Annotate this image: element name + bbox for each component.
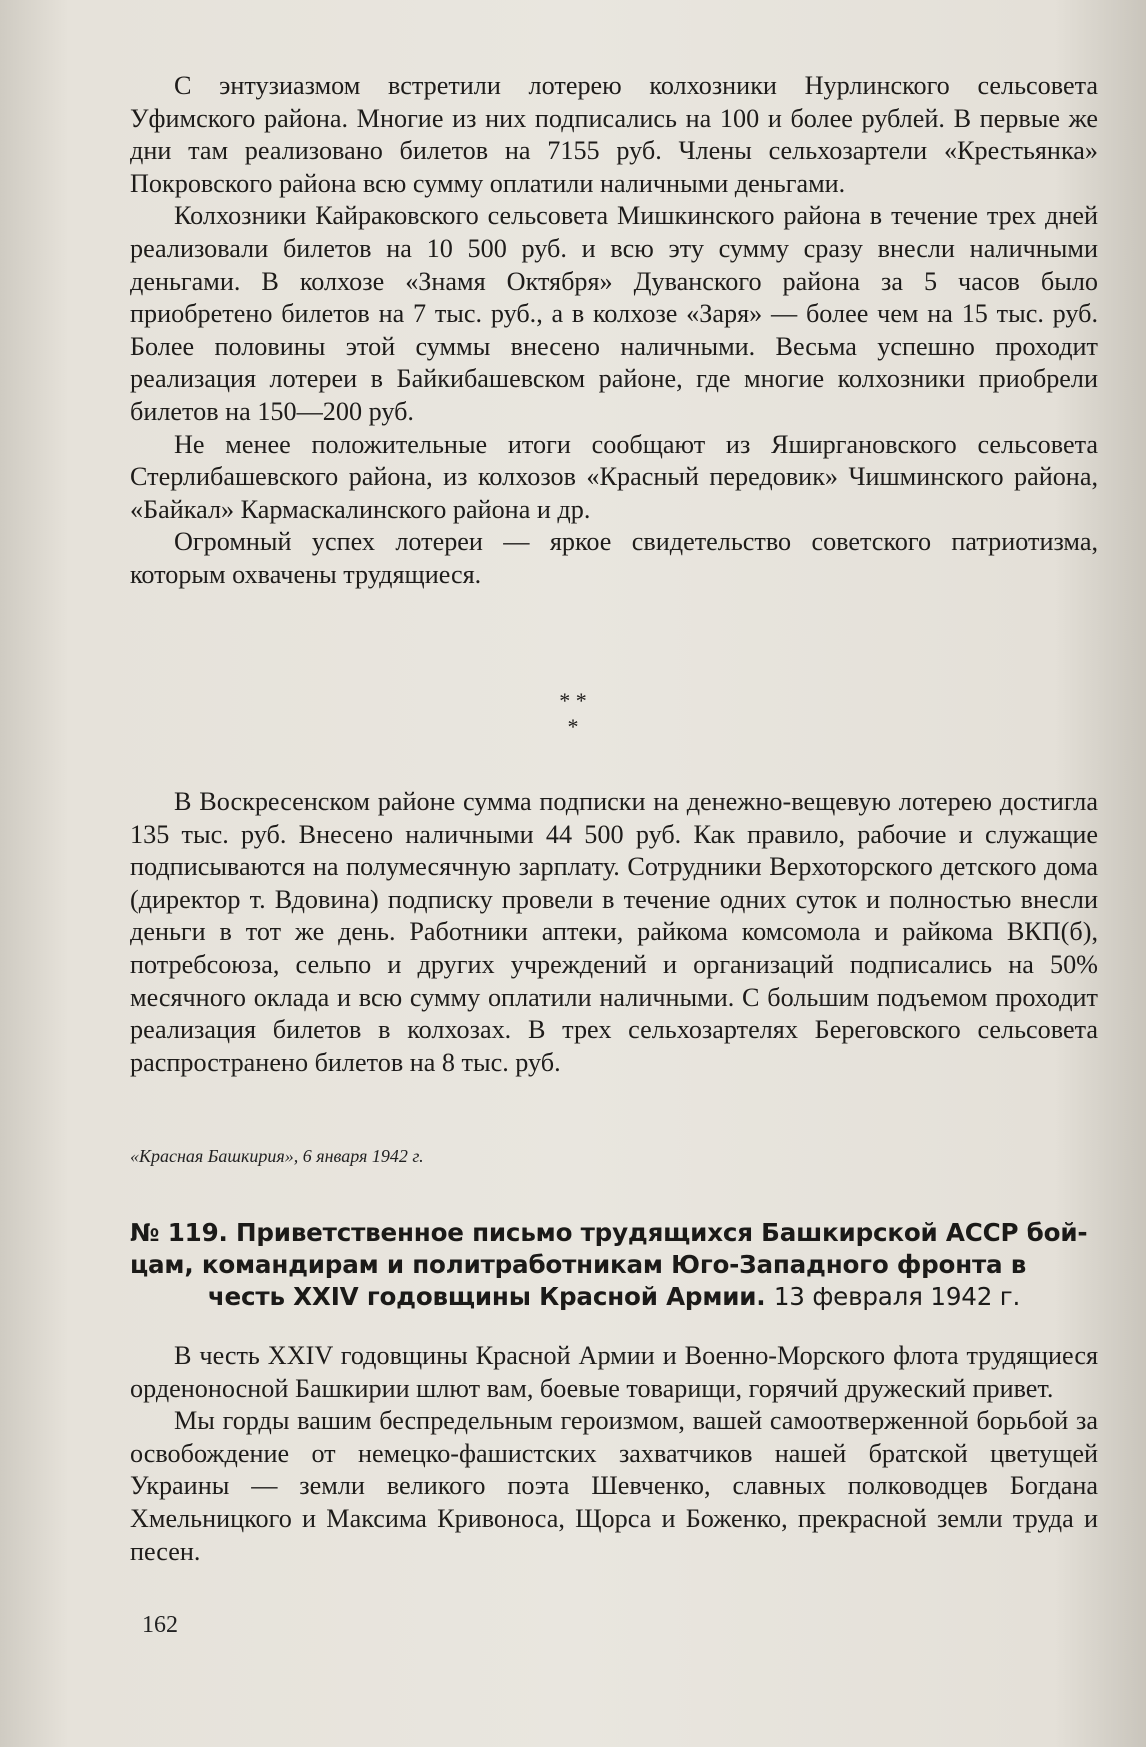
document-heading: [130, 1217, 1098, 1313]
paragraph: В Воскресенском районе сумма подписки на денежно-вещевую лотерею достигла 135 тыс. руб. Внесено наличными 44 500 руб. Как правило, рабочие и служащие подписываются на полумесячную зарплату. Сотрудники Верхоторского детского дома (директор т. Вдовина) подписку провели в течение одних суток и полностью внесли деньги в тот же день. Работники аптеки, райкома комсомола и райкома ВКП(б), потребсоюза, сельпо и других учреждений и организаций подписались на 50% месячного оклада и всю сумму оплатили наличными. С большим подъемом проходит реализация билетов в колхозах. В трех сельхозартелях Береговского сельсовета распространено билетов на 8 тыс. руб.: [130, 787, 1098, 1077]
paragraph: Мы горды вашим беспредельным героизмом, вашей самоотверженной борьбой за освобождение от немецко-фашистских захватчиков нашей братской цветущей Украины — земли великого поэта Шевченко, славных полководцев Богдана Хмельницкого и Максима Кривоноса, Щорса и Боженко, прекрасной земли труда и песен.: [130, 1406, 1098, 1566]
source-citation: «Красная Башкирия», 6 января 1942 г.: [130, 1146, 424, 1166]
document-date: 13 февраля 1942 г.: [773, 1282, 1021, 1311]
separator-star-bottom: *: [567, 714, 579, 739]
heading-line-3-text: честь XXIV годовщины Красной Армии.: [207, 1282, 766, 1311]
heading-line-1: № 119. Приветственное письмо трудящихся Башкирской АССР бой-: [130, 1218, 1088, 1247]
bottom-text-block: [130, 1340, 1098, 1568]
top-text-block: [130, 70, 1098, 592]
separator-stars-top: * *: [559, 688, 587, 713]
paragraph: С энтузиазмом встретили лотерею колхозники Нурлинского сельсовета Уфимского района. Многие из них подписались на 100 и более рублей. В первые же дни там реализовано билетов на 7155 руб. Члены сельхозартели «Крестьянка» Покровского района всю сумму оплатили наличными деньгами.: [130, 71, 1098, 198]
paragraph: Не менее положительные итоги сообщают из Яширгановского сельсовета Стерлибашевского района, из колхозов «Красный передовик» Чишминского района, «Байкал» Кармаскалинского района и др.: [130, 429, 1098, 524]
middle-text-block: [130, 786, 1098, 1079]
heading-line-3: [130, 1281, 1098, 1313]
page-number: 162: [142, 1612, 178, 1638]
heading-line-2: цам, командирам и политработникам Юго-Западного фронта в: [130, 1250, 1027, 1279]
paragraph: В честь XXIV годовщины Красной Армии и Военно-Морского флота трудящиеся орденоносной Башкирии шлют вам, боевые товарищи, горячий дружеский привет.: [130, 1341, 1098, 1403]
paragraph: Колхозники Кайраковского сельсовета Мишкинского района в течение трех дней реализовали билетов на 10 500 руб. и всю эту сумму сразу внесли наличными деньгами. В колхозе «Знамя Октября» Дуванского района за 5 часов было приобретено билетов на 7 тыс. руб., а в колхозе «Заря» — более чем на 15 тыс. руб. Более половины этой суммы внесено наличными. Весьма успешно проходит реализация лотереи в Байкибашевском районе, где многие колхозники приобрели билетов на 150—200 руб.: [130, 201, 1098, 426]
paragraph: Огромный успех лотереи — яркое свидетельство советского патриотизма, которым охвачены трудящиеся.: [130, 527, 1098, 589]
